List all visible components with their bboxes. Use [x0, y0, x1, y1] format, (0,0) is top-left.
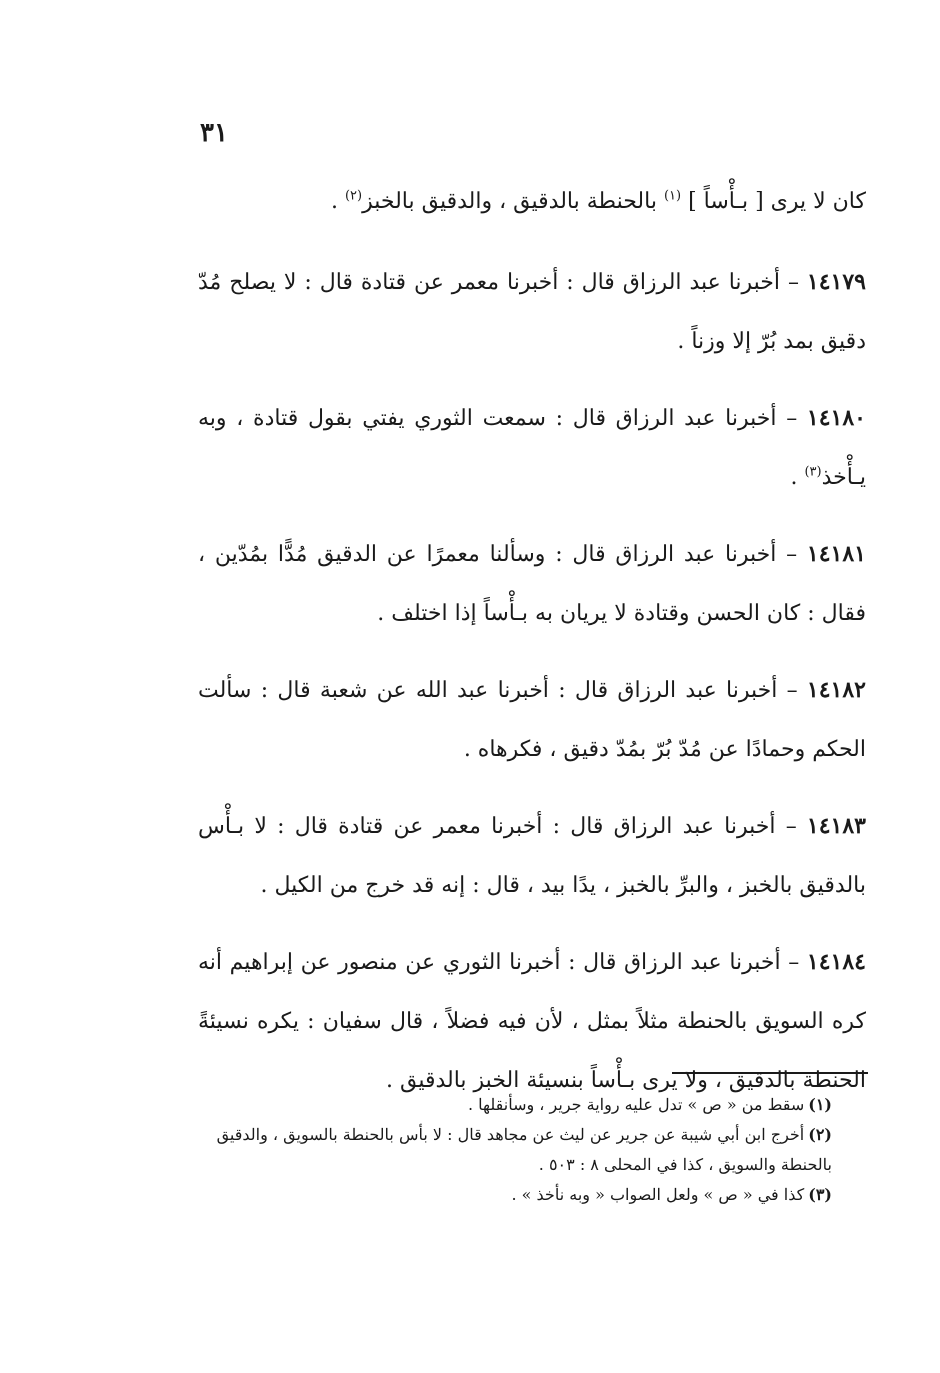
footnote-text: سقط من « ص » تدل عليه رواية جرير ، وسأنقلها . [467, 1095, 805, 1114]
page-number: ٣١ [200, 118, 228, 148]
footnote-ref-3: (٣) [804, 464, 822, 480]
hadith-14181 [198, 525, 866, 643]
continuation-end: . [330, 189, 345, 214]
hadith-14184 [198, 933, 866, 1110]
continuation-paragraph [198, 172, 866, 231]
hadith-14180 [198, 389, 866, 507]
hadith-text-end: . [790, 465, 805, 490]
hadith-text: – أخبرنا عبد الرزاق قال : أخبرنا الثوري عن منصور عن إبراهيم أنه كره السويق بالحنطة مثلاً بمثل ، لأن فيه فضلاً ، قال سفيان : يكره نسيئةً الحنطة بالدقيق ، ولا يرى بـأْساً بنسيئة الخبز بالدقيق . [198, 950, 866, 1093]
footnote-text: كذا في « ص » ولعل الصواب « وبه نأخذ » . [511, 1185, 805, 1204]
footnote-marker: (٢) [808, 1125, 832, 1144]
footnote-marker: (٣) [808, 1185, 832, 1204]
hadith-number: ١٤١٨١ [806, 541, 866, 567]
hadith-text: – أخبرنا عبد الرزاق قال : أخبرنا معمر عن قتادة قال : لا يصلح مُدّ دقيق بمد بُرّ إلا وزناً . [198, 270, 866, 354]
hadith-text: – أخبرنا عبد الرزاق قال : أخبرنا عبد الله عن شعبة قال : سألت الحكم وحمادًا عن مُدّ بُرّ بمُدّ دقيق ، فكرهاه . [198, 678, 866, 762]
main-text [198, 172, 866, 1128]
hadith-text: – أخبرنا عبد الرزاق قال : أخبرنا معمر عن قتادة قال : لا بـأْس بالدقيق بالخبز ، والبرِّ بالخبز ، يدًا بيد ، قال : إنه قد خرج من الكيل . [198, 814, 866, 898]
hadith-14182 [198, 661, 866, 779]
footnotes [198, 1090, 868, 1210]
continuation-text-before: كان لا يرى [ بـأْساً ] [681, 189, 866, 214]
continuation-text-after: بالحنطة بالدقيق ، والدقيق بالخبز [362, 189, 664, 214]
hadith-number: ١٤١٧٩ [806, 269, 866, 295]
hadith-number: ١٤١٨٠ [806, 405, 866, 431]
footnote-ref-1: (١) [663, 188, 682, 204]
footnote-3 [198, 1180, 868, 1210]
hadith-number: ١٤١٨٣ [806, 813, 866, 839]
footnote-marker: (١) [808, 1095, 832, 1114]
hadith-14183 [198, 797, 866, 915]
footnote-ref-2: (٢) [344, 188, 363, 204]
hadith-number: ١٤١٨٤ [806, 949, 866, 975]
footnote-text: أخرج ابن أبي شيبة عن جرير عن ليث عن مجاهد قال : لا بأس بالحنطة بالسويق ، والدقيق بالحنطة والسويق ، كذا في المحلى ٨ : ٥٠٣ . [216, 1125, 832, 1174]
hadith-14179 [198, 253, 866, 371]
footnote-divider [672, 1072, 868, 1074]
footnote-1 [198, 1090, 868, 1120]
hadith-text: – أخبرنا عبد الرزاق قال : وسألنا معمرًا عن الدقيق مُدًّا بمُدّين ، فقال : كان الحسن وقتادة لا يريان به بـأْساً إذا اختلف . [198, 542, 866, 626]
footnote-2 [198, 1120, 868, 1180]
hadith-number: ١٤١٨٢ [806, 677, 866, 703]
hadith-text: – أخبرنا عبد الرزاق قال : سمعت الثوري يفتي بقول قتادة ، وبه يـأْخذ [198, 406, 866, 490]
